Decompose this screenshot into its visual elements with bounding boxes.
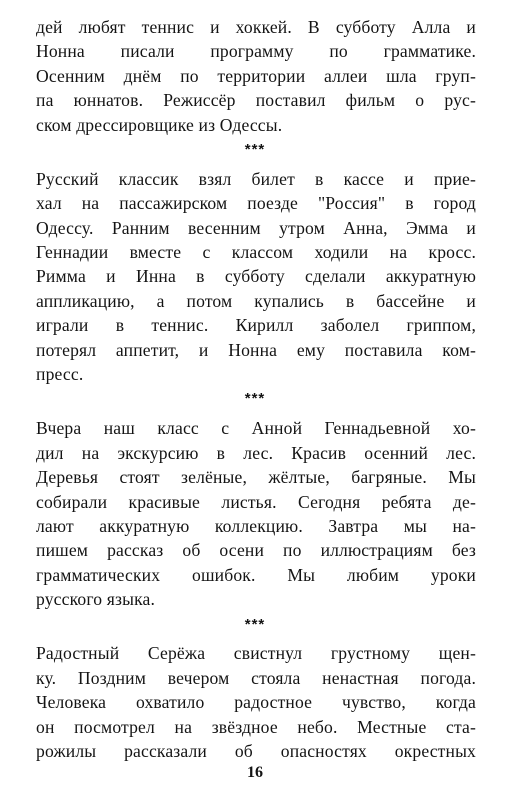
- page-number: 16: [247, 764, 263, 781]
- text-line: аппликацию, а потом купались в бассейне и: [36, 290, 476, 311]
- text-line: Радостный Серёжа свистнул грустному щен-: [36, 643, 476, 664]
- text-line: ку. Поздним вечером стояла ненастная погода.: [36, 667, 476, 688]
- text-line: дей любят теннис и хоккей. В субботу Алла и: [36, 17, 476, 37]
- text-line: Вчера наш класс с Анной Геннадьевной хо-: [36, 418, 476, 439]
- section-separator: ***: [244, 141, 266, 159]
- section-separator: ***: [244, 390, 266, 408]
- text-line: Человека охватило радостное чувство, когда: [36, 692, 476, 713]
- text-line: пишем рассказ об осени по иллюстрациям без: [36, 540, 476, 561]
- text-line: русского языка.: [36, 589, 156, 610]
- text-line: ском дрессировщике из Одессы.: [36, 114, 283, 135]
- text-line: хал на пассажирском поезде "Россия" в город: [36, 193, 476, 214]
- text-line: Деревья стоят зелёные, жёлтые, багряные. Мы: [36, 467, 476, 488]
- text-line: Нонна писали программу по грамматике.: [36, 41, 476, 62]
- text-line: дил на экскурсию в лес. Красив осенний лес.: [36, 442, 476, 463]
- text-line: играли в теннис. Кирилл заболел гриппом,: [36, 315, 476, 336]
- text-line: Геннадии вместе с классом ходили на кросс.: [36, 242, 476, 263]
- section-separator: ***: [244, 615, 266, 633]
- text-line: лают аккуратную коллекцию. Завтра мы на-: [36, 515, 476, 536]
- text-line: па юннатов. Режиссёр поставил фильм о рус-: [36, 90, 476, 111]
- text-line: рожилы рассказали об опасностях окрестных: [36, 741, 476, 761]
- text-line: собирали красивые листья. Сегодня ребята де-: [36, 491, 476, 512]
- text-line: Одессу. Ранним весенним утром Анна, Эмма и: [36, 217, 476, 238]
- text-line: он посмотрел на звёздное небо. Местные ста-: [36, 716, 476, 737]
- text-line: Римма и Инна в субботу сделали аккуратную: [36, 266, 476, 287]
- text-line: пресс.: [36, 364, 84, 385]
- text-line: потерял аппетит, и Нонна ему поставила ком-: [36, 339, 476, 360]
- text-line: Осенним днём по территории аллеи шла груп-: [36, 65, 476, 86]
- text-line: Русский классик взял билет в кассе и прие-: [36, 168, 476, 189]
- text-line: грамматических ошибок. Мы любим уроки: [36, 564, 476, 585]
